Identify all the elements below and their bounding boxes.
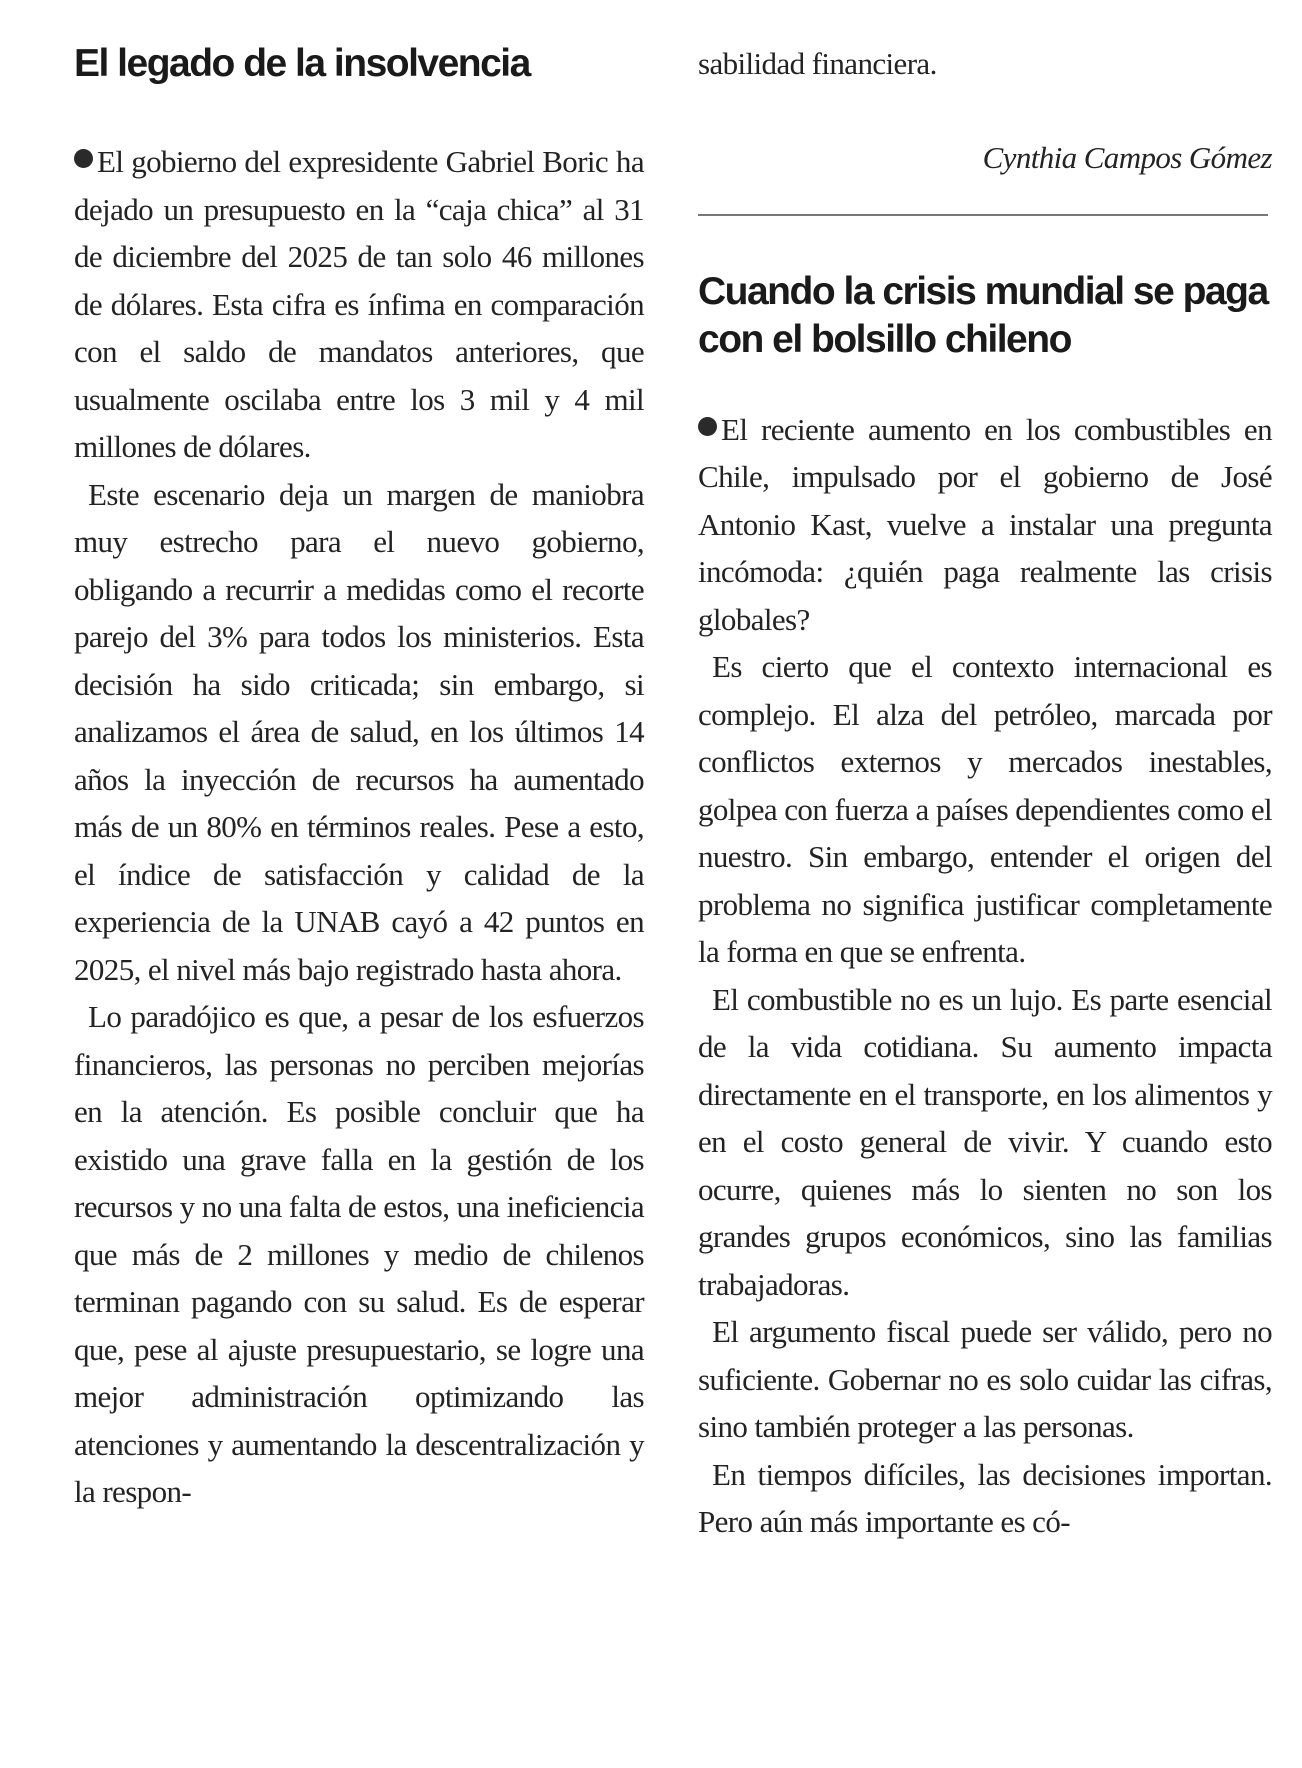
- author-signature: Cynthia Campos Gómez: [982, 139, 1272, 175]
- right-paragraph-4: El argumento fiscal puede ser válido, pero no suficiente. Gobernar no es solo cuidar las cifras, sino también proteger a las personas.: [698, 1314, 1272, 1444]
- right-paragraph-2: Es cierto que el contexto internacional es complejo. El alza del petróleo, marcada por conflictos externos y mercados inestables, golpea con fuerza a países dependientes como el nuestro. Sin embargo, entender el origen del problema no significa justificar completamente la forma en que se enfrenta.: [698, 649, 1272, 969]
- right-headline: Cuando la crisis mundial se paga con el bolsillo chileno: [698, 269, 1268, 361]
- left-paragraph-2: Este escenario deja un margen de maniobra muy estrecho para el nuevo gobierno, obligando a recurrir a medidas como el recorte parejo del 3% para todos los ministerios. Esta decisión ha sido criticada; sin embargo, si analizamos el área de salud, en los últimos 14 años la inyección de recursos ha aumentado más de un 80% en términos reales. Pese a esto, el índice de satisfacción y calidad de la experiencia de la UNAB cayó a 42 puntos en 2025, el nivel más bajo registrado hasta ahora.: [74, 476, 644, 987]
- right-article-body: [698, 406, 1272, 1546]
- right-paragraph-5: En tiempos difíciles, las decisiones importan. Pero aún más importante es có-: [698, 1456, 1272, 1539]
- right-paragraph-3: El combustible no es un lujo. Es parte esencial de la vida cotidiana. Su aumento impacta directamente en el transporte, en los alimentos y en el costo general de vivir. Y cuando esto ocurre, quienes más lo sienten no son los grandes grupos económicos, sino las familias trabajadoras.: [698, 981, 1272, 1302]
- continuation-text: sabilidad financiera.: [698, 46, 937, 81]
- bullet-icon: [698, 417, 717, 436]
- right-column: [698, 40, 1272, 1546]
- left-column: [74, 40, 644, 1516]
- left-article-continuation: [698, 40, 1272, 88]
- left-paragraph-1: El gobierno del expresidente Gabriel Boric ha dejado un presupuesto en la “caja chica” al 31 de diciembre del 2025 de tan solo 46 millones de dólares. Esta cifra es ínfima en comparación con el saldo de mandatos anteriores, que usualmente oscilaba entre los 3 mil y 4 mil millones de dólares.: [74, 144, 644, 464]
- left-paragraph-3: Lo paradójico es que, a pesar de los esfuerzos financieros, las personas no perciben mejorías en la atención. Es posible concluir que ha existido una grave falla en la gestión de los recursos y no una falta de estos, una ineficiencia que más de 2 millones y medio de chilenos terminan pagando con su salud. Es de esperar que, pese al ajuste presupuestario, se logre una mejor administración optimizando las atenciones y aumentando la descentralización y la respon-: [74, 999, 644, 1509]
- left-headline: El legado de la insolvencia: [74, 42, 530, 85]
- left-article-body: [74, 138, 644, 1516]
- right-paragraph-1: El reciente aumento en los combustibles en Chile, impulsado por el gobierno de José Antonio Kast, vuelve a instalar una pregunta incómoda: ¿quién paga realmente las crisis globales?: [698, 411, 1272, 637]
- bullet-icon: [74, 149, 93, 168]
- article-divider: [698, 214, 1268, 216]
